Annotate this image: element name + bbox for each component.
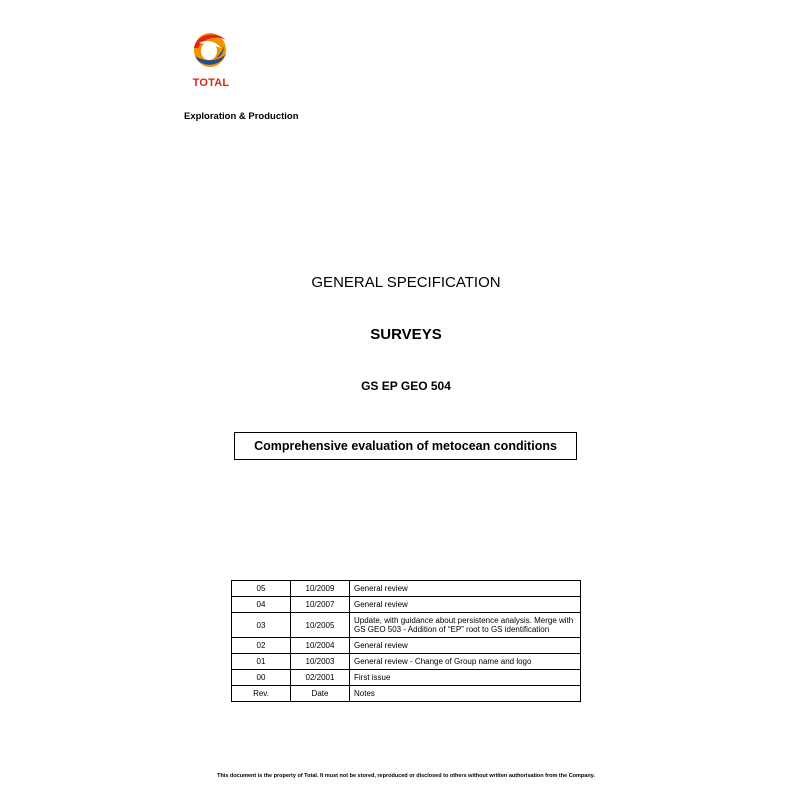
date-cell: 10/2009 (291, 581, 350, 597)
document-reference: GS EP GEO 504 (361, 379, 451, 393)
company-logo (186, 28, 236, 90)
document-title: SURVEYS (370, 326, 442, 343)
confidentiality-notice: This document is the property of Total. It must not be stored, reproduced or disclosed to others without written authorisation from the Company. (217, 773, 595, 779)
rev-cell: 05 (232, 581, 291, 597)
document-subject (234, 432, 577, 460)
revision-table (231, 580, 581, 702)
table-row (232, 613, 581, 638)
date-cell: 10/2005 (291, 613, 350, 638)
rev-cell: 02 (232, 638, 291, 654)
notes-cell: General review (350, 597, 581, 613)
total-logo-icon (186, 28, 236, 76)
table-row (232, 581, 581, 597)
table-row (232, 670, 581, 686)
table-row (232, 654, 581, 670)
notes-cell: First issue (350, 670, 581, 686)
rev-cell: 01 (232, 654, 291, 670)
notes-cell: General review - Change of Group name and logo (350, 654, 581, 670)
rev-cell: 00 (232, 670, 291, 686)
table-header-row (232, 686, 581, 702)
notes-cell: Update, with guidance about persistence analysis. Merge with GS GEO 503 - Addition of “EP” root to GS identification (350, 613, 581, 638)
rev-column-header: Rev. (232, 686, 291, 702)
notes-cell: General review (350, 638, 581, 654)
logo-wordmark: TOTAL (192, 77, 230, 89)
subject-text: Comprehensive evaluation of metocean conditions (254, 439, 557, 453)
division-name: Exploration & Production (184, 111, 299, 122)
date-cell: 10/2003 (291, 654, 350, 670)
document-type: GENERAL SPECIFICATION (311, 274, 501, 291)
notes-cell: General review (350, 581, 581, 597)
date-column-header: Date (291, 686, 350, 702)
rev-cell: 03 (232, 613, 291, 638)
rev-cell: 04 (232, 597, 291, 613)
date-cell: 10/2004 (291, 638, 350, 654)
notes-column-header: Notes (350, 686, 581, 702)
date-cell: 10/2007 (291, 597, 350, 613)
date-cell: 02/2001 (291, 670, 350, 686)
table-row (232, 638, 581, 654)
table-row (232, 597, 581, 613)
